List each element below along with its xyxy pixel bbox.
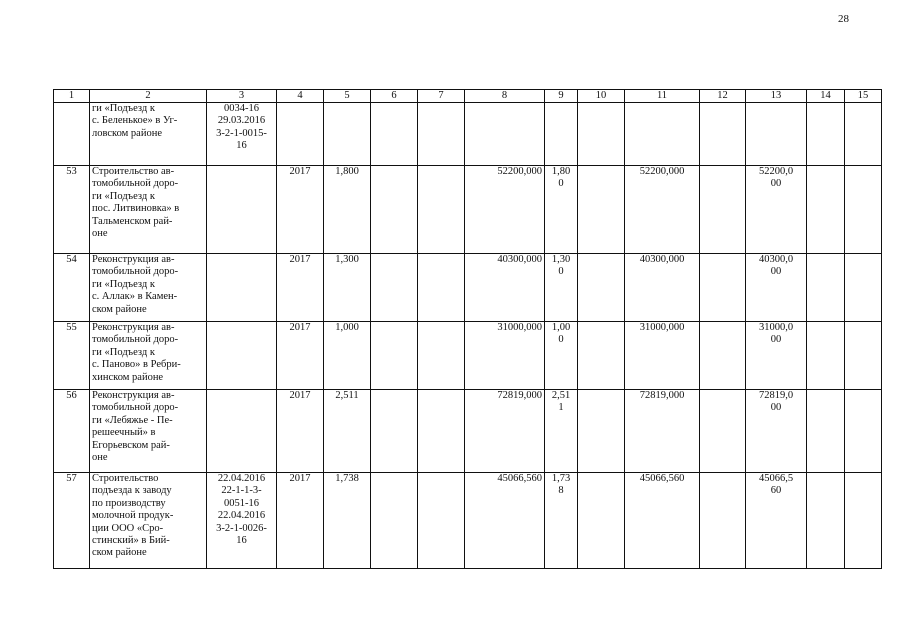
cell-num: 54 [54, 254, 90, 322]
cell-name: Реконструкция ав- томобильной доро- ги «Лебяжье - Пе- решеечный» в Егорьевском рай- оне [90, 390, 207, 473]
column-header: 5 [324, 90, 371, 103]
column-header: 1 [54, 90, 90, 103]
cell-c8 [465, 103, 545, 166]
cell-c15 [845, 390, 882, 473]
cell-length: 1,738 [324, 473, 371, 569]
cell-c12 [700, 103, 746, 166]
cell-year [277, 103, 324, 166]
cell-length: 1,800 [324, 166, 371, 254]
cell-c6 [371, 166, 418, 254]
cell-c10 [578, 254, 625, 322]
cell-name: Строительство подъезда к заводу по производству молочной продук- ции ООО «Сро- стинский» в Бий- ском районе [90, 473, 207, 569]
cell-c14 [807, 473, 845, 569]
column-header: 8 [465, 90, 545, 103]
cell-c9 [545, 103, 578, 166]
cell-num: 55 [54, 322, 90, 390]
cell-c11: 45066,560 [625, 473, 700, 569]
column-header: 10 [578, 90, 625, 103]
cell-c9: 1,80 0 [545, 166, 578, 254]
cell-c8: 72819,000 [465, 390, 545, 473]
cell-c12 [700, 254, 746, 322]
cell-name: Реконструкция ав- томобильной доро- ги «Подъезд к с. Аллак» в Камен- ском районе [90, 254, 207, 322]
cell-length: 1,000 [324, 322, 371, 390]
cell-c8: 52200,000 [465, 166, 545, 254]
cell-c10 [578, 473, 625, 569]
cell-year: 2017 [277, 322, 324, 390]
cell-c13: 52200,0 00 [746, 166, 807, 254]
column-header: 3 [207, 90, 277, 103]
column-header: 2 [90, 90, 207, 103]
cell-c11: 52200,000 [625, 166, 700, 254]
cell-c8: 40300,000 [465, 254, 545, 322]
column-header: 7 [418, 90, 465, 103]
cell-c14 [807, 166, 845, 254]
cell-c15 [845, 103, 882, 166]
cell-c7 [418, 254, 465, 322]
cell-c12 [700, 322, 746, 390]
column-header: 4 [277, 90, 324, 103]
table-row [54, 254, 882, 322]
cell-name: ги «Подъезд к с. Беленькое» в Уг- ловском районе [90, 103, 207, 166]
cell-c14 [807, 390, 845, 473]
column-header: 11 [625, 90, 700, 103]
cell-name: Реконструкция ав- томобильной доро- ги «Подъезд к с. Паново» в Ребри- хинском районе [90, 322, 207, 390]
cell-doc [207, 166, 277, 254]
cell-c14 [807, 322, 845, 390]
header-row [54, 90, 882, 103]
cell-c13: 45066,5 60 [746, 473, 807, 569]
table-row [54, 473, 882, 569]
cell-name: Строительство ав- томобильной доро- ги «Подъезд к пос. Литвиновка» в Тальменском рай- оне [90, 166, 207, 254]
table-row [54, 166, 882, 254]
cell-c13 [746, 103, 807, 166]
table-row [54, 103, 882, 166]
table-row [54, 322, 882, 390]
cell-c11: 40300,000 [625, 254, 700, 322]
cell-length: 1,300 [324, 254, 371, 322]
cell-c10 [578, 166, 625, 254]
column-header: 15 [845, 90, 882, 103]
cell-doc: 22.04.2016 22-1-1-3- 0051-16 22.04.2016 3-2-1-0026- 16 [207, 473, 277, 569]
cell-num: 56 [54, 390, 90, 473]
cell-c6 [371, 254, 418, 322]
cell-num [54, 103, 90, 166]
cell-c6 [371, 390, 418, 473]
cell-c7 [418, 166, 465, 254]
column-header: 14 [807, 90, 845, 103]
cell-c8: 31000,000 [465, 322, 545, 390]
cell-c13: 40300,0 00 [746, 254, 807, 322]
column-header: 6 [371, 90, 418, 103]
cell-num: 53 [54, 166, 90, 254]
cell-c13: 31000,0 00 [746, 322, 807, 390]
cell-c6 [371, 103, 418, 166]
cell-c12 [700, 166, 746, 254]
cell-doc [207, 322, 277, 390]
cell-doc [207, 390, 277, 473]
cell-year: 2017 [277, 390, 324, 473]
cell-year: 2017 [277, 473, 324, 569]
cell-c9: 1,30 0 [545, 254, 578, 322]
cell-c8: 45066,560 [465, 473, 545, 569]
cell-c15 [845, 254, 882, 322]
cell-c9: 1,73 8 [545, 473, 578, 569]
cell-doc: 0034-16 29.03.2016 3-2-1-0015- 16 [207, 103, 277, 166]
cell-year: 2017 [277, 254, 324, 322]
cell-length [324, 103, 371, 166]
cell-c14 [807, 254, 845, 322]
cell-c7 [418, 473, 465, 569]
cell-doc [207, 254, 277, 322]
cell-c14 [807, 103, 845, 166]
cell-num: 57 [54, 473, 90, 569]
cell-c7 [418, 103, 465, 166]
cell-c13: 72819,0 00 [746, 390, 807, 473]
cell-c11 [625, 103, 700, 166]
cell-c15 [845, 473, 882, 569]
cell-c11: 72819,000 [625, 390, 700, 473]
cell-c7 [418, 322, 465, 390]
cell-c10 [578, 390, 625, 473]
cell-c15 [845, 166, 882, 254]
cell-c12 [700, 390, 746, 473]
cell-c11: 31000,000 [625, 322, 700, 390]
column-header: 12 [700, 90, 746, 103]
cell-c9: 2,51 1 [545, 390, 578, 473]
column-header: 13 [746, 90, 807, 103]
page-number: 28 [838, 13, 849, 25]
cell-c12 [700, 473, 746, 569]
cell-c6 [371, 322, 418, 390]
cell-c7 [418, 390, 465, 473]
cell-length: 2,511 [324, 390, 371, 473]
cell-c9: 1,00 0 [545, 322, 578, 390]
table-row [54, 390, 882, 473]
cell-c15 [845, 322, 882, 390]
cell-year: 2017 [277, 166, 324, 254]
cell-c6 [371, 473, 418, 569]
cell-c10 [578, 103, 625, 166]
column-header: 9 [545, 90, 578, 103]
data-table [53, 89, 882, 569]
cell-c10 [578, 322, 625, 390]
